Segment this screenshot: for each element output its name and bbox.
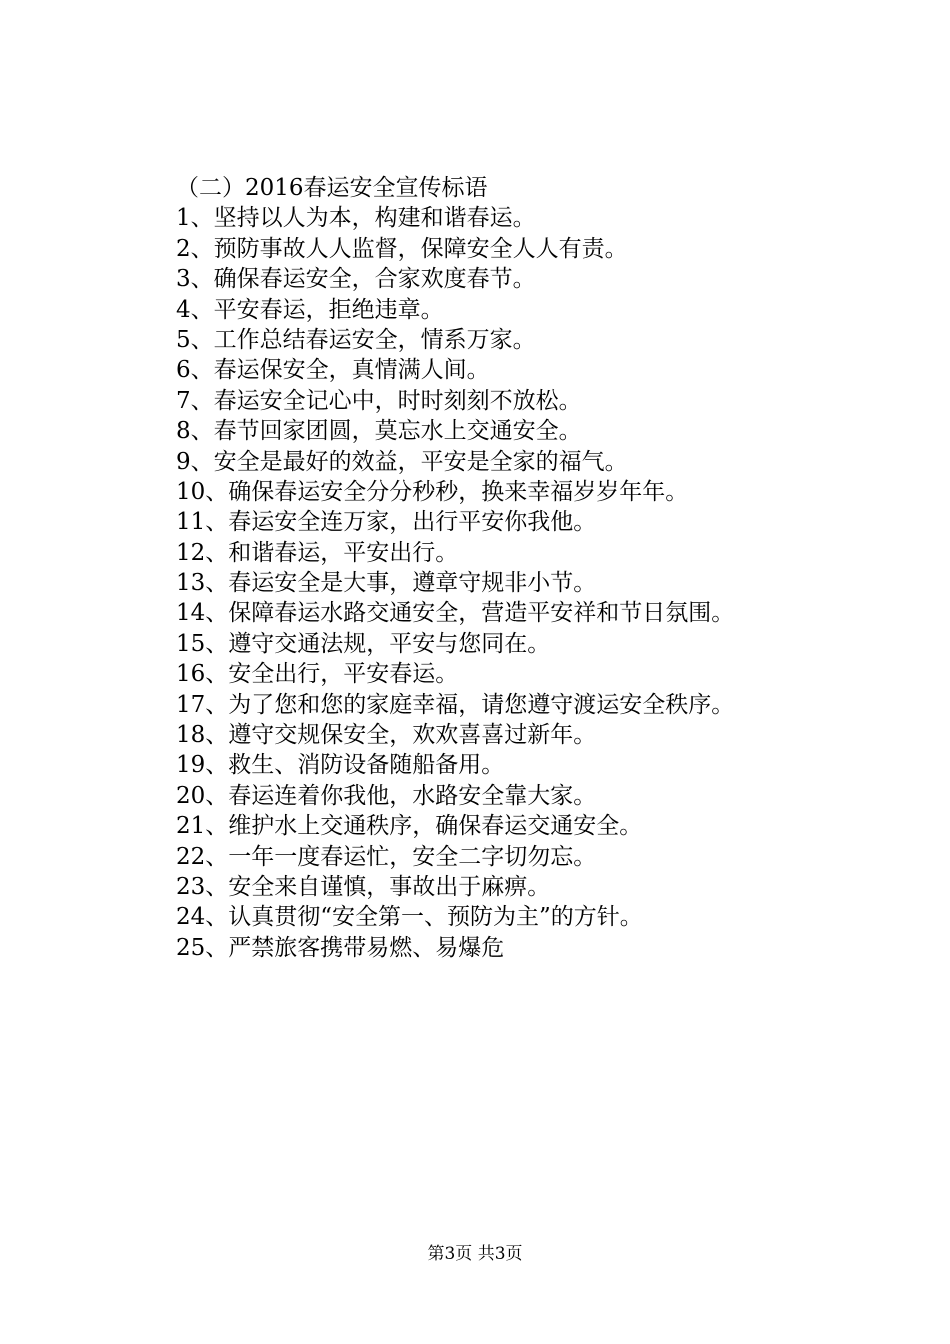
slogan-item: 13、春运安全是大事，遵章守规非小节。 (176, 570, 597, 597)
slogan-item: 19、救生、消防设备随船备用。 (176, 752, 505, 779)
slogan-item: 24、认真贯彻“安全第一、预防为主”的方针。 (176, 904, 643, 931)
slogan-item: 4、平安春运，拒绝违章。 (176, 296, 444, 323)
section-heading: （二）2016春运安全宣传标语 (176, 175, 488, 201)
slogan-item: 21、维护水上交通秩序，确保春运交通安全。 (176, 813, 643, 840)
slogan-item: 9、安全是最好的效益，平安是全家的福气。 (176, 448, 628, 475)
slogan-item: 6、春运保安全，真情满人间。 (176, 357, 490, 384)
slogan-item: 22、一年一度春运忙，安全二字切勿忘。 (176, 843, 597, 870)
slogan-item: 11、春运安全连万家，出行平安你我他。 (176, 509, 597, 536)
slogan-item: 1、坚持以人为本，构建和谐春运。 (176, 205, 536, 232)
slogan-item: 20、春运连着你我他，水路安全靠大家。 (176, 782, 597, 809)
slogan-item: 10、确保春运安全分分秒秒，换来幸福岁岁年年。 (176, 478, 689, 505)
slogan-item: 16、安全出行，平安春运。 (176, 661, 459, 688)
slogan-item: 15、遵守交通法规，平安与您同在。 (176, 630, 551, 657)
slogan-item: 18、遵守交规保安全，欢欢喜喜过新年。 (176, 722, 597, 749)
slogan-item: 25、严禁旅客携带易燃、易爆危 (176, 934, 505, 961)
slogan-item: 3、确保春运安全，合家欢度春节。 (176, 266, 536, 293)
slogan-item: 12、和谐春运，平安出行。 (176, 539, 459, 566)
document-body (176, 173, 916, 963)
page-number-footer: 第3页 共3页 (427, 1244, 523, 1264)
slogan-item: 5、工作总结春运安全，情系万家。 (176, 326, 536, 353)
slogan-item: 7、春运安全记心中，时时刻刻不放松。 (176, 387, 582, 414)
slogan-list (176, 203, 916, 963)
slogan-item: 23、安全来自谨慎，事故出于麻痹。 (176, 873, 551, 900)
slogan-item: 2、预防事故人人监督，保障安全人人有责。 (176, 235, 628, 262)
slogan-item: 8、春节回家团圆，莫忘水上交通安全。 (176, 418, 582, 445)
slogan-item: 14、保障春运水路交通安全，营造平安祥和节日氛围。 (176, 600, 735, 627)
slogan-item: 17、为了您和您的家庭幸福，请您遵守渡运安全秩序。 (176, 691, 735, 718)
